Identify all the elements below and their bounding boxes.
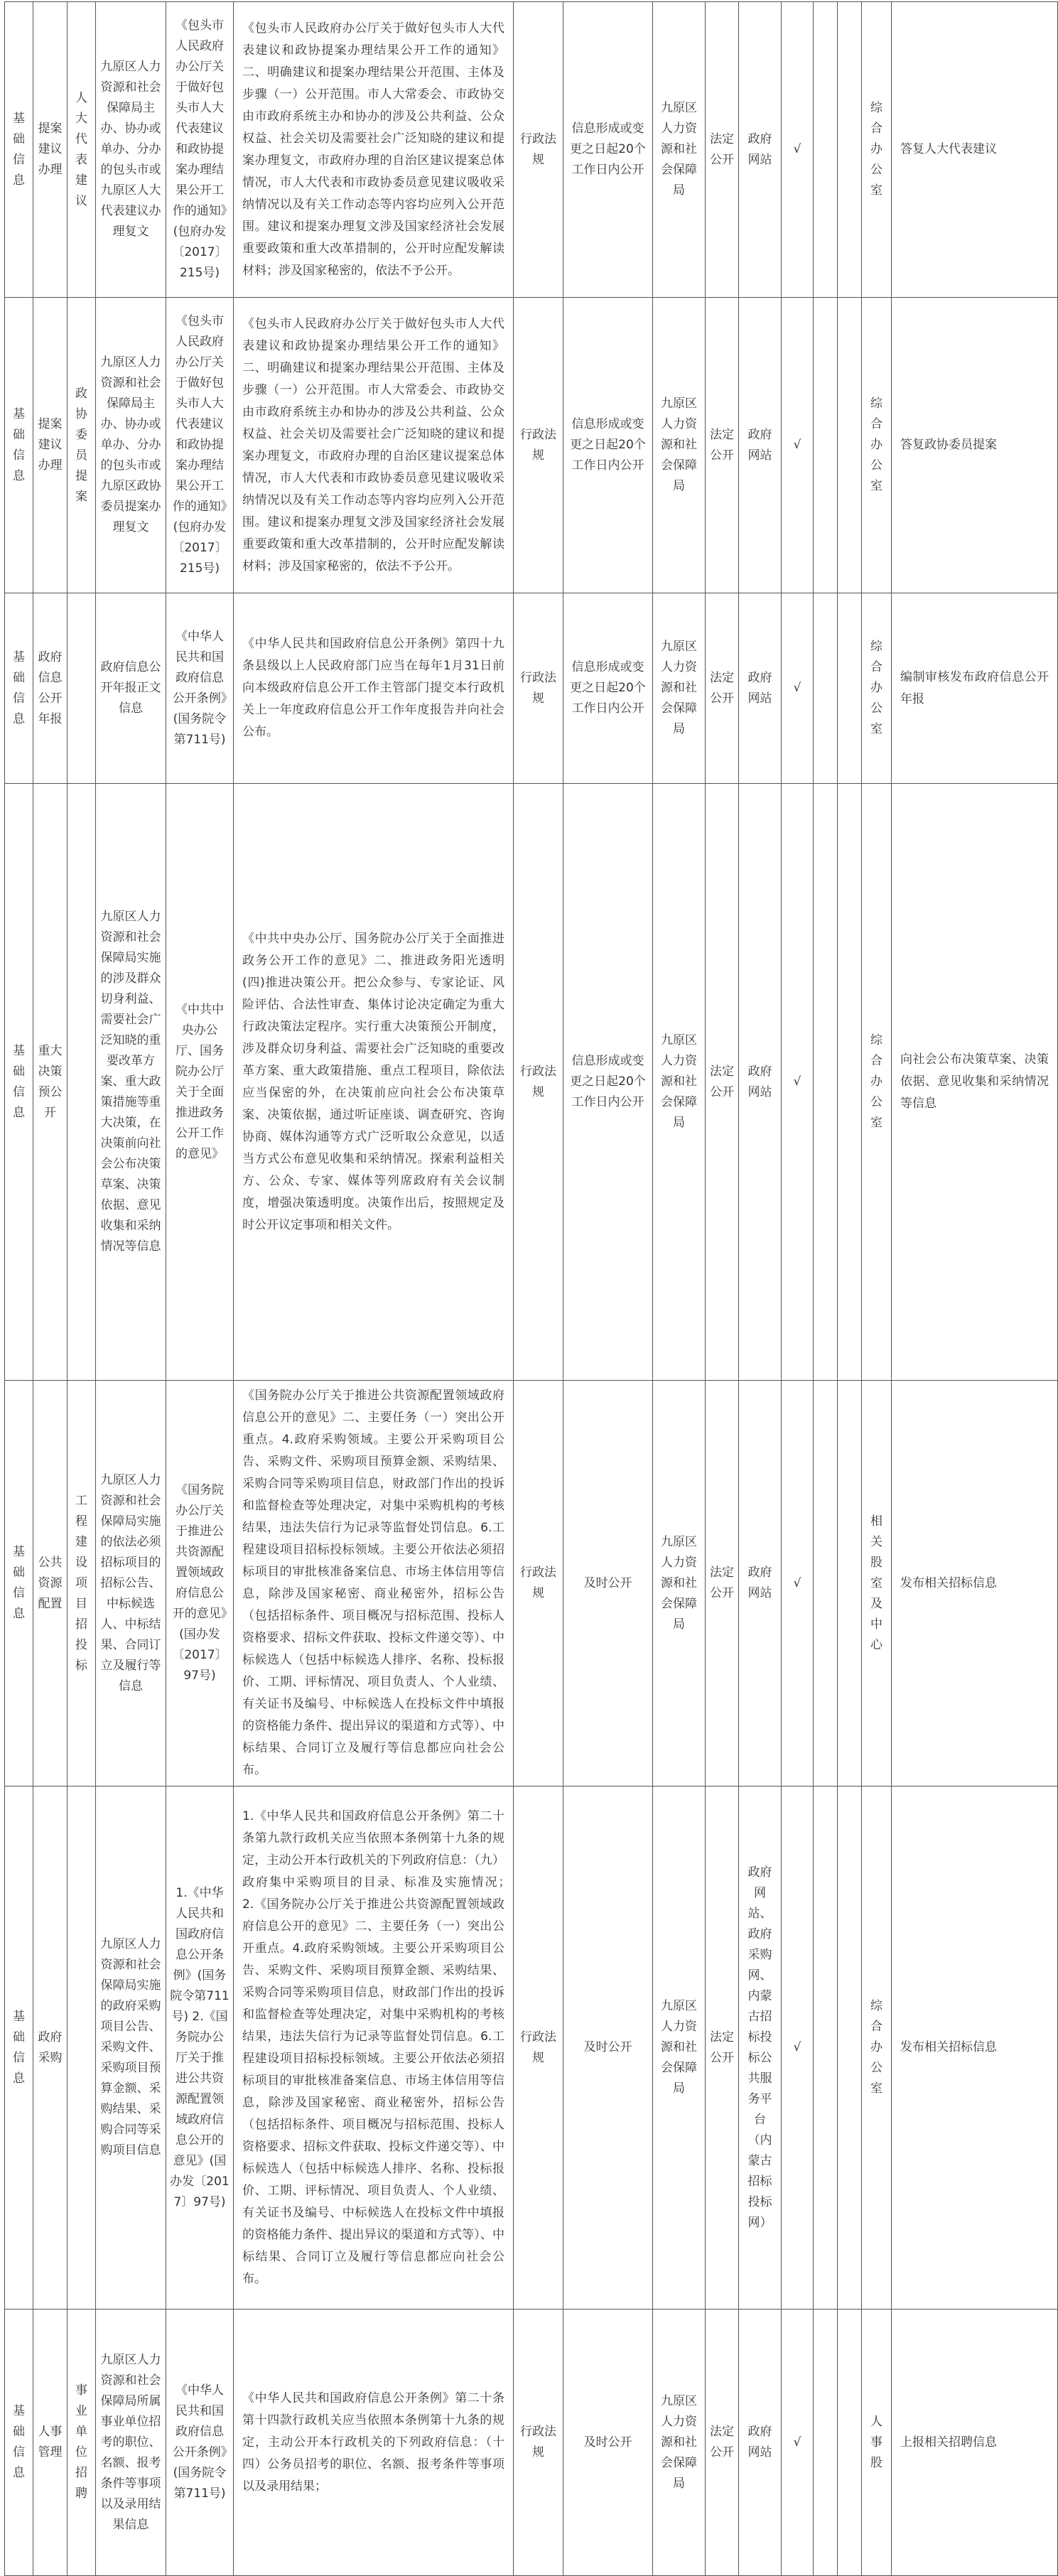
cell-text: 公共资源配置	[38, 1555, 63, 1611]
specific-group-cell	[814, 1787, 838, 2310]
responsible-body-cell	[653, 593, 706, 784]
cell-text: 法定公开	[710, 427, 734, 463]
basis-level-cell	[514, 2310, 563, 2576]
responsible-body-cell	[653, 1381, 706, 1787]
disclosure-type-cell	[706, 2310, 739, 2576]
cell-text: 向社会公布决策草案、决策依据、意见收集和采纳情况等信息	[900, 1052, 1049, 1111]
info-category-cell	[5, 2, 33, 298]
cell-text: 基础信息	[13, 111, 25, 188]
cell-text: 行政法规	[520, 1565, 556, 1600]
disclosure-timeframe-cell	[563, 2, 653, 298]
responsible-body-cell	[653, 784, 706, 1381]
cell-text: 基础信息	[13, 2009, 25, 2086]
disclosure-channel-cell	[739, 2310, 782, 2576]
cell-text: 提案建议办理	[38, 417, 63, 473]
cell-text: √	[793, 681, 801, 695]
basis-level-cell	[514, 2, 563, 298]
cell-text: 答复人大代表建议	[900, 142, 997, 156]
info-subcategory-cell	[33, 1787, 68, 2310]
info-item-cell	[68, 2310, 96, 2576]
basis-clause-cell	[234, 1381, 514, 1787]
cell-text: 《包头市人民政府办公厅关于做好包头市人大代表建议和政协提案办理结果公开工作的通知》(包府办发〔2017〕215号)	[172, 314, 227, 576]
info-subcategory-cell	[33, 2310, 68, 2576]
disclosure-type-cell	[706, 593, 739, 784]
on-request-cell	[838, 2310, 862, 2576]
cell-text: 行政法规	[520, 131, 556, 167]
cell-text: 政府信息公开年报正文信息	[100, 660, 161, 716]
cell-text: 法定公开	[710, 1064, 734, 1099]
basis-level-cell	[514, 1381, 563, 1787]
info-item-cell	[68, 1787, 96, 2310]
basis-document-cell	[166, 298, 234, 593]
cell-text: 提案建议办理	[38, 122, 63, 177]
info-item-cell	[68, 784, 96, 1381]
disclosure-timeframe-cell	[563, 593, 653, 784]
cell-text: 政府网站	[747, 2425, 772, 2459]
basis-document-cell	[166, 2310, 234, 2576]
table-row	[5, 593, 1058, 784]
cell-text: 政府信息公开年报	[38, 650, 63, 726]
cell-text: 《国务院办公厅关于推进公共资源配置领域政府信息公开的意见》(国办发〔2017〕97号)	[172, 1483, 227, 1683]
cell-text: 发布相关招标信息	[900, 1575, 997, 1590]
info-subcategory-cell	[33, 784, 68, 1381]
disclosure-channel-cell	[739, 1381, 782, 1787]
cell-text: 九原区人力资源和社会保障局主办、协办或单办、分办的包头市或九原区人大代表建议办理复文	[100, 60, 161, 239]
specific-group-cell	[814, 298, 838, 593]
cell-text: 基础信息	[13, 406, 25, 483]
public-scope-cell	[782, 1787, 814, 2310]
department-cell	[862, 1787, 892, 2310]
cell-text: 九原区人力资源和社会保障局所属事业单位招考的职位、名额、报考条件等事项以及录用结果信息	[100, 2352, 161, 2532]
cell-text: 《包头市人民政府办公厅关于做好包头市人大代表建议和政协提案办理结果公开工作的通知》(包府办发〔2017〕215号)	[172, 18, 227, 280]
cell-text: 《中共中央办公厅、国务院办公厅关于全面推进政务公开工作的意见》	[176, 1002, 224, 1161]
table-row	[5, 1381, 1058, 1787]
disclosure-type-cell	[706, 1787, 739, 2310]
public-scope-cell	[782, 1381, 814, 1787]
responsible-body-cell	[653, 1787, 706, 2310]
disclosure-type-cell	[706, 2, 739, 298]
cell-text: 政府网站	[747, 670, 772, 706]
cell-text: 九原区人力资源和社会保障局	[661, 1033, 697, 1130]
table-row	[5, 784, 1058, 1381]
cell-text: 政府网站、政府采购网、内蒙古招标投标公共服务平台（内蒙古招标投标网）	[747, 1865, 772, 2230]
cell-text: 行政法规	[520, 2030, 556, 2065]
cell-text: 政协委员提案	[75, 386, 87, 504]
specific-group-cell	[814, 1381, 838, 1787]
public-scope-cell	[782, 2310, 814, 2576]
info-category-cell	[5, 593, 33, 784]
disclosure-type-cell	[706, 298, 739, 593]
cell-text: 九原区人力资源和社会保障局	[661, 397, 697, 493]
specific-group-cell	[814, 784, 838, 1381]
cell-text: 重大决策预公开	[38, 1043, 63, 1120]
cell-text: 九原区人力资源和社会保障局实施的政府采购项目公告、采购文件、采购项目预算金额、采购结果、采购合同等采购项目信息	[100, 1937, 161, 2157]
info-item-cell	[68, 593, 96, 784]
specific-group-cell	[814, 2310, 838, 2576]
public-scope-cell	[782, 784, 814, 1381]
cell-text: √	[793, 438, 801, 452]
on-request-cell	[838, 298, 862, 593]
department-cell	[862, 2, 892, 298]
info-category-cell	[5, 2310, 33, 2576]
disclosure-content-cell	[96, 1381, 166, 1787]
info-subcategory-cell	[33, 298, 68, 593]
disclosure-channel-cell	[739, 2, 782, 298]
cell-text: 工程建设项目招投标	[75, 1493, 87, 1673]
table-body	[5, 2, 1058, 2576]
info-category-cell	[5, 1787, 33, 2310]
info-subcategory-cell	[33, 1381, 68, 1787]
basis-level-cell	[514, 298, 563, 593]
disclosure-type-cell	[706, 1381, 739, 1787]
cell-text: √	[793, 1074, 801, 1089]
basis-clause-cell	[234, 593, 514, 784]
disclosure-content-cell	[96, 784, 166, 1381]
cell-text: 信息形成或变更之日起20个工作日内公开	[570, 122, 646, 177]
info-category-cell	[5, 298, 33, 593]
cell-text: 综合办公室	[870, 1033, 882, 1130]
cell-text: 答复政协委员提案	[900, 438, 997, 452]
cell-text: 政府采购	[38, 2030, 63, 2065]
disclosure-channel-cell	[739, 298, 782, 593]
cell-text: 行政法规	[520, 427, 556, 463]
public-scope-cell	[782, 593, 814, 784]
cell-text: 行政法规	[520, 670, 556, 706]
disclosure-channel-cell	[739, 593, 782, 784]
cell-text: 政府网站	[747, 427, 772, 463]
on-request-cell	[838, 1787, 862, 2310]
cell-text: √	[793, 142, 801, 156]
info-item-cell	[68, 2, 96, 298]
on-request-cell	[838, 593, 862, 784]
cell-text: 基础信息	[13, 1043, 25, 1120]
specific-group-cell	[814, 593, 838, 784]
table-row	[5, 2, 1058, 298]
cell-text: 法定公开	[710, 2030, 734, 2065]
on-request-cell	[838, 1381, 862, 1787]
cell-text: 及时公开	[583, 1575, 632, 1590]
cell-text: 人事股	[870, 2414, 882, 2470]
cell-text: 信息形成或变更之日起20个工作日内公开	[570, 417, 646, 473]
cell-text: 《国务院办公厅关于推进公共资源配置领域政府信息公开的意见》二、主要任务（一）突出公开重点。4.政府采购领域。主要公开采购项目公告、采购文件、采购项目预算金额、采购结果、采购合同等采购项目信息，财政部门作出的投诉和监督检查等处理决定，对集中采购机构的考核结果，违法失信行为记录等监督处罚信息。6.工程建设项目招标投标领域。主要公开依法必须招标项目的审批核准备案信息、市场主体信用等信息，除涉及国家秘密、商业秘密外，招标公告（包括招标条件、项目概况与招标范围、投标人资格要求、招标文件获取、投标文件递交等）、中标候选人（包括中标候选人排序、名称、投标报价、工期、评标情况、项目负责人、个人业绩、有关证书及编号、中标候选人在投标文件中填报的资格能力条件、提出异议的渠道和方式等）、中标结果、合同订立及履行等信息都应向社会公布。	[242, 1389, 504, 1777]
disclosure-timeframe-cell	[563, 1381, 653, 1787]
basis-clause-cell	[234, 2, 514, 298]
remark-cell	[892, 1381, 1058, 1787]
public-scope-cell	[782, 2, 814, 298]
responsible-body-cell	[653, 2, 706, 298]
info-item-cell	[68, 1381, 96, 1787]
info-subcategory-cell	[33, 593, 68, 784]
cell-text: 九原区人力资源和社会保障局	[661, 1534, 697, 1632]
cell-text: 《中华人民共和国政府信息公开条例》第二十条第十四款行政机关应当依照本条例第十九条的规定，主动公开本行政机关的下列政府信息：（十四）公务员招考的职位、名额、报考条件等事项以及录用结果；	[242, 2391, 504, 2494]
cell-text: 法定公开	[710, 2425, 734, 2459]
cell-text: 《中共中央办公厅、国务院办公厅关于全面推进政务公开工作的意见》二、推进政务阳光透明(四)推进决策公开。把公众参与、专家论证、风险评估、合法性审查、集体讨论决定确定为重大行政决策法定程序。实行重大决策预公开制度，涉及群众切身利益、需要社会广泛知晓的重要改革方案、重大政策措施、重点工程项目，除依法应当保密的外，在决策前应向社会公布决策草案、决策依据，通过听证座谈、调查研究、咨询协商、媒体沟通等方式广泛听取公众意见，以适当方式公布意见收集和采纳情况。探索利益相关方、公众、专家、媒体等列席政府有关会议制度，增强决策透明度。决策作出后，按照规定及时公开议定事项和相关文件。	[242, 931, 504, 1232]
cell-text: 相关股室及中心	[870, 1514, 882, 1652]
remark-cell	[892, 2310, 1058, 2576]
cell-text: 及时公开	[583, 2435, 632, 2450]
cell-text: 上报相关招聘信息	[900, 2435, 997, 2450]
remark-cell	[892, 784, 1058, 1381]
cell-text: 人事管理	[38, 2425, 63, 2459]
cell-text: 九原区人力资源和社会保障局实施的涉及群众切身利益、需要社会广泛知晓的重要改革方案、重大政策措施等重大决策，在决策前向社会公布决策草案、决策依据、意见收集和采纳情况等信息	[100, 910, 161, 1254]
department-cell	[862, 1381, 892, 1787]
basis-document-cell	[166, 1381, 234, 1787]
cell-text: 《包头市人民政府办公厅关于做好包头市人大代表建议和政协提案办理结果公开工作的通知》二、明确建议和提案办理结果公开范围、主体及步骤（一）公开范围。市人大常委会、市政协交由市政府系统主办和协办的涉及公共利益、公众权益、社会关切及需要社会广泛知晓的建议和提案办理复文，市政府办理的自治区建议提案总体情况，市人大代表和市政协委员意见建议吸收采纳情况以及有关工作动态等内容均应列入公开范围。建议和提案办理复文涉及国家经济社会发展重要政策和重大改革措制的，公开时应配发解读材料；涉及国家秘密的，依法不予公开。	[242, 21, 504, 278]
cell-text: 政府网站	[747, 131, 772, 167]
cell-text: 1.《中华人民共和国政府信息公开条例》第二十条第九款行政机关应当依照本条例第十九条的规定，主动公开本行政机关的下列政府信息：（九）政府集中采购项目的目录、标准及实施情况； 2.《国务院办公厅关于推进公共资源配置领域政府信息公开的意见》二、主要任务（一）突出公开重点。4.政府采购领域。主要公开采购项目公告、采购文件、采购项目预算金额、采购结果、采购合同等采购项目信息，财政部门作出的投诉和监督检查等处理决定，对集中采购机构的考核结果，违法失信行为记录等监督处罚信息。6.工程建设项目招标投标领域。主要公开依法必须招标项目的审批核准备案信息、市场主体信用等信息，除涉及国家秘密、商业秘密外，招标公告（包括招标条件、项目概况与招标范围、投标人资格要求、招标文件获取、投标文件递交等）、中标候选人（包括中标候选人排序、名称、投标报价、工期、评标情况、项目负责人、个人业绩、有关证书及编号、中标候选人在投标文件中填报的资格能力条件、提出异议的渠道和方式等）、中标结果、合同订立及履行等信息都应向社会公布。	[242, 1809, 529, 2286]
info-subcategory-cell	[33, 2, 68, 298]
disclosure-channel-cell	[739, 1787, 782, 2310]
cell-text: 基础信息	[13, 650, 25, 726]
cell-text: 基础信息	[13, 1545, 25, 1621]
cell-text: √	[793, 2040, 801, 2054]
cell-text: 法定公开	[710, 131, 734, 167]
specific-group-cell	[814, 2, 838, 298]
cell-text: 及时公开	[583, 2040, 632, 2054]
disclosure-type-cell	[706, 784, 739, 1381]
cell-text: 《中华人民共和国政府信息公开条例》第四十九条县级以上人民政府部门应当在每年1月31日前向本级政府信息公开工作主管部门提交本行政机关上一年度政府信息公开工作年度报告并向社会公布。	[242, 637, 504, 739]
department-cell	[862, 784, 892, 1381]
basis-clause-cell	[234, 2310, 514, 2576]
disclosure-content-cell	[96, 2, 166, 298]
basis-document-cell	[166, 1787, 234, 2310]
cell-text: 综合办公室	[870, 397, 882, 493]
cell-text: 人大代表建议	[75, 90, 87, 208]
disclosure-content-cell	[96, 298, 166, 593]
cell-text: 基础信息	[13, 2404, 25, 2480]
cell-text: 法定公开	[710, 1565, 734, 1600]
cell-text: 九原区人力资源和社会保障局	[661, 101, 697, 198]
cell-text: 九原区人力资源和社会保障局	[661, 640, 697, 736]
basis-document-cell	[166, 784, 234, 1381]
cell-text: 综合办公室	[870, 640, 882, 736]
disclosure-channel-cell	[739, 784, 782, 1381]
remark-cell	[892, 1787, 1058, 2310]
on-request-cell	[838, 2, 862, 298]
cell-text: 综合办公室	[870, 101, 882, 198]
cell-text: 九原区人力资源和社会保障局主办、协办或单办、分办的包头市或九原区政协委员提案办理复文	[100, 355, 161, 534]
cell-text: 发布相关招标信息	[900, 2040, 997, 2054]
disclosure-content-cell	[96, 1787, 166, 2310]
responsible-body-cell	[653, 298, 706, 593]
cell-text: 九原区人力资源和社会保障局实施的依法必须招标项目的招标公告、中标候选人、中标结果、合同订立及履行等信息	[100, 1472, 161, 1693]
cell-text: 事业单位招聘	[75, 2383, 87, 2501]
cell-text: 1.《中华人民共和国政府信息公开条例》(国务院令第711号) 2.《国务院办公厅关于推进公共资源配置领域政府信息公开的意见》(国办发〔2017〕97号)	[170, 1885, 230, 2209]
table-row	[5, 2310, 1058, 2576]
basis-clause-cell	[234, 1787, 529, 2310]
cell-text: 政府网站	[747, 1565, 772, 1600]
info-item-cell	[68, 298, 96, 593]
department-cell	[862, 593, 892, 784]
basis-clause-cell	[234, 298, 514, 593]
info-category-cell	[5, 784, 33, 1381]
public-scope-cell	[782, 298, 814, 593]
disclosure-timeframe-cell	[563, 2310, 653, 2576]
info-category-cell	[5, 1381, 33, 1787]
responsible-body-cell	[653, 2310, 706, 2576]
cell-text: 九原区人力资源和社会保障局	[661, 2393, 697, 2491]
basis-document-cell	[166, 2, 234, 298]
disclosure-timeframe-cell	[563, 298, 653, 593]
cell-text: 行政法规	[520, 1064, 556, 1099]
cell-text: 政府网站	[747, 1064, 772, 1099]
cell-text: 《中华人民共和国政府信息公开条例》(国务院令第711号)	[172, 2383, 227, 2501]
disclosure-timeframe-cell	[563, 784, 653, 1381]
basis-document-cell	[166, 593, 234, 784]
table-row	[5, 298, 1058, 593]
table-row	[5, 1787, 1058, 2310]
remark-cell	[892, 593, 1058, 784]
basis-level-cell	[514, 593, 563, 784]
department-cell	[862, 2310, 892, 2576]
remark-cell	[892, 2, 1058, 298]
cell-text: 综合办公室	[870, 1999, 882, 2096]
cell-text: 编制审核发布政府信息公开年报	[900, 669, 1049, 706]
basis-level-cell	[514, 1787, 563, 2310]
cell-text: 法定公开	[710, 670, 734, 706]
cell-text: 《包头市人民政府办公厅关于做好包头市人大代表建议和政协提案办理结果公开工作的通知》二、明确建议和提案办理结果公开范围、主体及步骤（一）公开范围。市人大常委会、市政协交由市政府系统主办和协办的涉及公共利益、公众权益、社会关切及需要社会广泛知晓的建议和提案办理复文，市政府办理的自治区建议提案总体情况，市人大代表和市政协委员意见建议吸收采纳情况以及有关工作动态等内容均应列入公开范围。建议和提案办理复文涉及国家经济社会发展重要政策和重大改革措制的，公开时应配发解读材料；涉及国家秘密的，依法不予公开。	[242, 316, 504, 573]
cell-text: √	[793, 1575, 801, 1590]
cell-text: 行政法规	[520, 2425, 556, 2459]
cell-text: 信息形成或变更之日起20个工作日内公开	[570, 1054, 646, 1109]
disclosure-content-cell	[96, 593, 166, 784]
disclosure-table	[4, 1, 1058, 2576]
remark-cell	[892, 298, 1058, 593]
cell-text: 信息形成或变更之日起20个工作日内公开	[570, 660, 646, 716]
disclosure-content-cell	[96, 2310, 166, 2576]
cell-text: 《中华人民共和国政府信息公开条例》(国务院令第711号)	[172, 629, 227, 747]
on-request-cell	[838, 784, 862, 1381]
basis-level-cell	[514, 784, 563, 1381]
cell-text: 九原区人力资源和社会保障局	[661, 1999, 697, 2096]
disclosure-timeframe-cell	[563, 1787, 653, 2310]
department-cell	[862, 298, 892, 593]
cell-text: √	[793, 2435, 801, 2450]
basis-clause-cell	[234, 784, 514, 1381]
